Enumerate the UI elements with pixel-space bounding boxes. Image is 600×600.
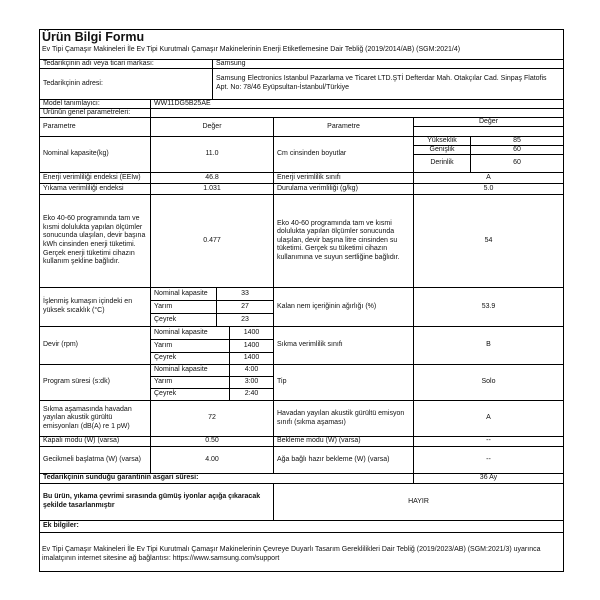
header-param-left: Parametre (39, 117, 151, 137)
standby-value: -- (413, 436, 564, 447)
energy-consumption-label: Eko 40-60 programında tam ve kısmi doluluktа yapılan ölçümler sonucunda ulaşılan, devir başına kWh cinsinden enerji tüketimi. Gerçek enerji tüketimi cihazın kullanım şekline bağlıdır. (39, 194, 151, 288)
washing-index-label: Yıkama verimliliği endeksi (39, 183, 151, 195)
duration-sub-label: Nominal kapasite (150, 364, 230, 377)
model-value: WW11DG5B25AE (150, 99, 564, 109)
spin-sub-label: Nominal kapasite (150, 326, 230, 340)
nominal-capacity-value: 11.0 (150, 136, 274, 173)
header-value-right: Değer (413, 117, 564, 127)
duration-sub-value: 2:40 (229, 388, 274, 401)
temperature-sub-value: 33 (216, 287, 274, 301)
temperature-sub-label: Yarım (150, 300, 217, 314)
temperature-label: İşlenmiş kumaşın içindeki en yüksek sıcaklık (°C) (39, 287, 151, 327)
washing-index-value: 1.031 (150, 183, 274, 195)
temperature-sub-label: Nominal kapasite (150, 287, 217, 301)
supplier-name-label: Tedarikçinin adı veya ticari markası: (39, 59, 213, 69)
warranty-value: 36 Ay (413, 473, 564, 484)
extra-info-label: Ek bilgiler: (39, 520, 564, 533)
depth-value: 60 (470, 154, 564, 173)
spin-class-value: B (413, 326, 564, 365)
water-consumption-label: Eko 40-60 programında tam ve kısmi doluluktа yapılan ölçümler sonucunda ulaşılan, devir başına litre cinsinden su tüketimi. Gerçek su tüketimi cihazın kullanımına ve suyun sertliğine bağlıdır. (273, 194, 414, 288)
height-value: 85 (470, 136, 564, 146)
network-standby-value: -- (413, 446, 564, 474)
duration-sub-value: 4:00 (229, 364, 274, 377)
off-mode-label: Kapalı modu (W) (varsa) (39, 436, 151, 447)
silver-ions-label: Bu ürün, yıkama çevrimi sırasında gümüş iyonlar açığa çıkaracak şekilde tasarlanmıştır (39, 483, 274, 521)
spin-sub-label: Çeyrek (150, 352, 230, 365)
spin-sub-value: 1400 (229, 352, 274, 365)
header-value-left: Değer (150, 117, 274, 137)
water-consumption-value: 54 (413, 194, 564, 288)
noise-class-label: Havadan yayılan akustik gürültü emisyon sınıfı (sıkma aşaması) (273, 400, 414, 437)
delay-start-label: Gecikmeli başlatma (W) (varsa) (39, 446, 151, 474)
rinsing-value: 5.0 (413, 183, 564, 195)
energy-consumption-value: 0.477 (150, 194, 274, 288)
noise-label: Sıkma aşamasında havadan yayılan akustik gürültü emisyonları (dB(A) re 1 pW) (39, 400, 151, 437)
type-value: Solo (413, 364, 564, 401)
supplier-address-label: Tedarikçinin adresi: (39, 68, 213, 100)
supplier-address-value: Samsung Electronics Istanbul Pazarlama ve Ticaret LTD.ŞTİ Defterdar Mah. Otakçılar Cad. Sinpaş Flatofis Apt. No: 78/46 Eyüpsultan-İstanbul/Türkiye (212, 68, 564, 100)
eei-label: Enerji verimliliği endeksi (EEIw) (39, 172, 151, 184)
height-label: Yükseklik (413, 136, 471, 146)
spin-label: Devir (rpm) (39, 326, 151, 365)
temperature-sub-label: Çeyrek (150, 313, 217, 327)
supplier-name-value: Samsung (212, 59, 564, 69)
duration-sub-label: Yarım (150, 376, 230, 389)
temperature-sub-value: 27 (216, 300, 274, 314)
page-subtitle: Ev Tipi Çamaşır Makineleri İle Ev Tipi Kurutmalı Çamaşır Makinelerinin Enerji Etiketlemesine Dair Tebliğ (2019/2014/AB) (SGM:2021/4) (42, 46, 461, 53)
spin-class-label: Sıkma verimlilik sınıfı (273, 326, 414, 365)
nominal-capacity-label: Nominal kapasite(kg) (39, 136, 151, 173)
noise-class-value: A (413, 400, 564, 437)
warranty-label: Tedarikçinin sunduğu garantinin asgari süresi: (39, 473, 414, 484)
general-params-label: Ürünün genel parametreleri: (39, 108, 151, 118)
width-value: 60 (470, 145, 564, 155)
duration-sub-value: 3:00 (229, 376, 274, 389)
type-label: Tip (273, 364, 414, 401)
spin-sub-label: Yarım (150, 339, 230, 353)
page-title: Ürün Bilgi Formu (42, 30, 145, 44)
eei-value: 46.8 (150, 172, 274, 184)
header-param-right: Parametre (273, 117, 414, 137)
dimensions-label: Cm cinsinden boyutlar (273, 136, 414, 173)
delay-start-value: 4.00 (150, 446, 274, 474)
depth-label: Derinlik (413, 154, 471, 173)
energy-class-label: Enerji verimlilik sınıfı (273, 172, 414, 184)
duration-label: Program süresi (s:dk) (39, 364, 151, 401)
temperature-sub-value: 23 (216, 313, 274, 327)
spin-sub-value: 1400 (229, 339, 274, 353)
extra-info-text: Ev Tipi Çamaşır Makineleri İle Ev Tipi Kurutmalı Çamaşır Makinelerinin Çevreye Duyarlı Tasarım Gereklilikleri Dair Tebliğ (2019/2023/AB) (SGM:2021/3) uyarınca imalatçının internet sitesine ağ bağlantısı: https://www.samsung.com/support (42, 546, 541, 562)
energy-class-value: A (413, 172, 564, 184)
off-mode-value: 0.50 (150, 436, 274, 447)
standby-label: Bekleme modu (W) (varsa) (273, 436, 414, 447)
moisture-label: Kalan nem içeriğinin ağırlığı (%) (273, 287, 414, 327)
noise-value: 72 (150, 400, 274, 437)
spin-sub-value: 1400 (229, 326, 274, 340)
width-label: Genişlik (413, 145, 471, 155)
silver-ions-value: HAYIR (273, 483, 564, 521)
duration-sub-label: Çeyrek (150, 388, 230, 401)
model-label: Model tanımlayıcı: (39, 99, 151, 109)
rinsing-label: Durulama verimliliği (g/kg) (273, 183, 414, 195)
network-standby-label: Ağa bağlı hazır bekleme (W) (varsa) (273, 446, 414, 474)
moisture-value: 53.9 (413, 287, 564, 327)
